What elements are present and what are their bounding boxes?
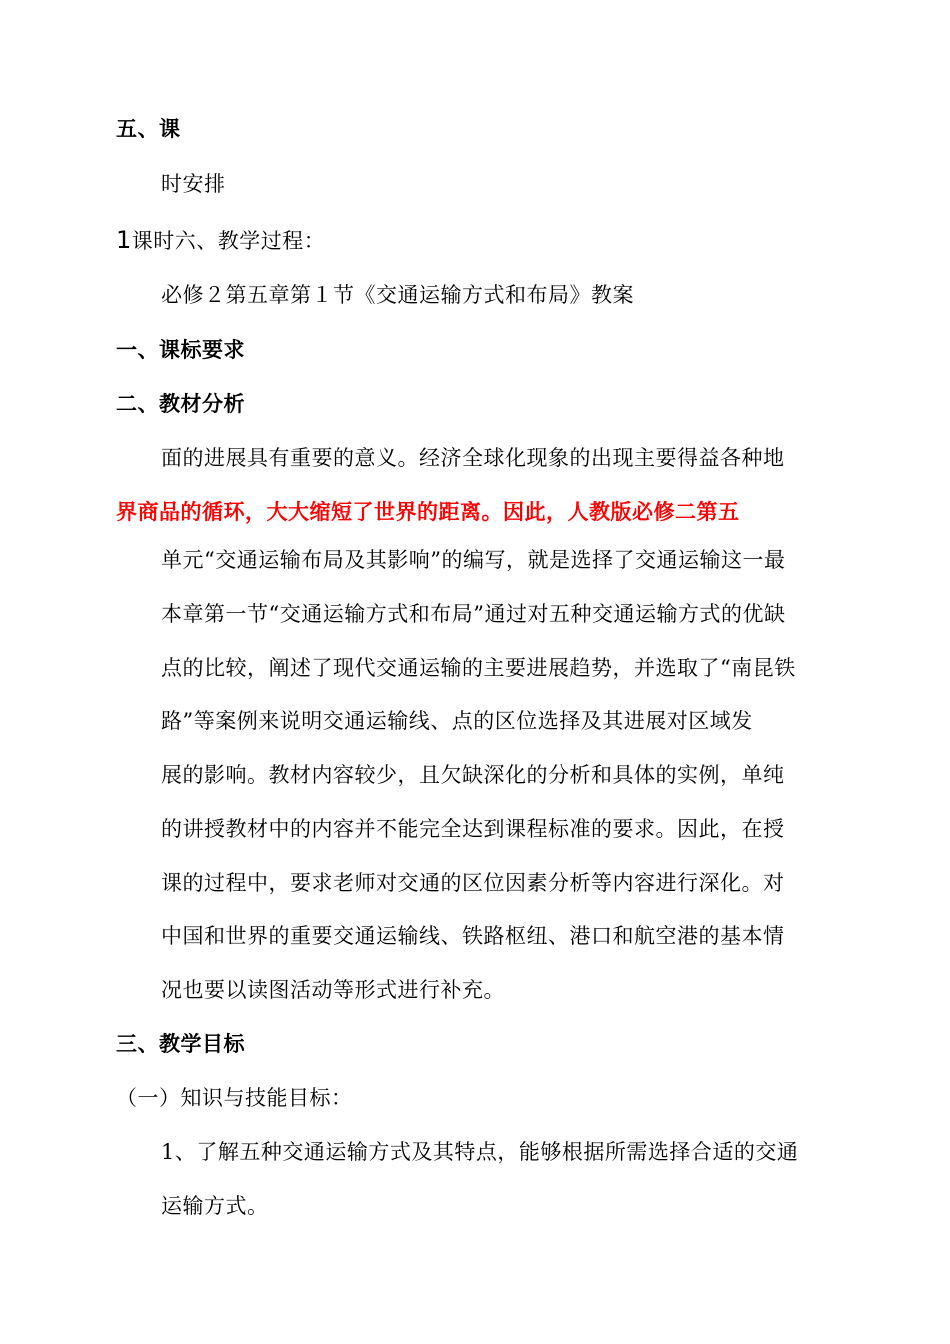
- paragraph-line-7: 展的影响。教材内容较少，且欠缺深化的分析和具体的实例，单纯: [161, 763, 785, 787]
- paragraph-line-1: 面的进展具有重要的意义。经济全球化现象的出现主要得益各种地: [161, 446, 785, 470]
- paragraph-line-11: 况也要以读图活动等形式进行补充。: [161, 978, 505, 1002]
- subsection-1-heading: （一）知识与技能目标：: [116, 1086, 353, 1110]
- section-5-line-3-text: 课时六、教学过程：: [131, 229, 326, 253]
- goal-1-line-2: 运输方式。: [161, 1194, 269, 1218]
- paragraph-line-3: 单元“交通运输布局及其影响”的编写，就是选择了交通运输这一最: [161, 548, 786, 572]
- section-5-line-3-number: 1: [116, 226, 132, 254]
- section-2-heading: 二、教材分析: [116, 392, 245, 416]
- paragraph-line-6: 路”等案例来说明交通运输线、点的区位选择及其进展对区域发: [161, 709, 753, 733]
- paragraph-line-5: 点的比较，阐述了现代交通运输的主要进展趋势，并选取了“南昆铁: [161, 656, 796, 680]
- paragraph-line-2-highlighted: 界商品的循环，大大缩短了世界的距离。因此，人教版必修二第五: [116, 500, 740, 524]
- paragraph-line-9: 课的过程中，要求老师对交通的区位因素分析等内容进行深化。对: [161, 871, 785, 895]
- section-1-heading: 一、课标要求: [116, 338, 245, 362]
- paragraph-line-4: 本章第一节“交通运输方式和布局”通过对五种交通运输方式的优缺: [161, 602, 786, 626]
- section-5-line-2: 时安排: [161, 172, 226, 196]
- section-3-heading: 三、教学目标: [116, 1032, 245, 1056]
- paragraph-line-8: 的讲授教材中的内容并不能完全达到课程标准的要求。因此，在授: [161, 817, 785, 841]
- goal-1-line-1: 1、了解五种交通运输方式及其特点，能够根据所需选择合适的交通: [161, 1140, 799, 1164]
- document-title: 必修２第五章第１节《交通运输方式和布局》教案: [161, 283, 634, 307]
- section-5-line-3: [116, 225, 325, 256]
- paragraph-line-10: 中国和世界的重要交通运输线、铁路枢纽、港口和航空港的基本情: [161, 924, 785, 948]
- section-5-heading: 五、课: [116, 117, 181, 141]
